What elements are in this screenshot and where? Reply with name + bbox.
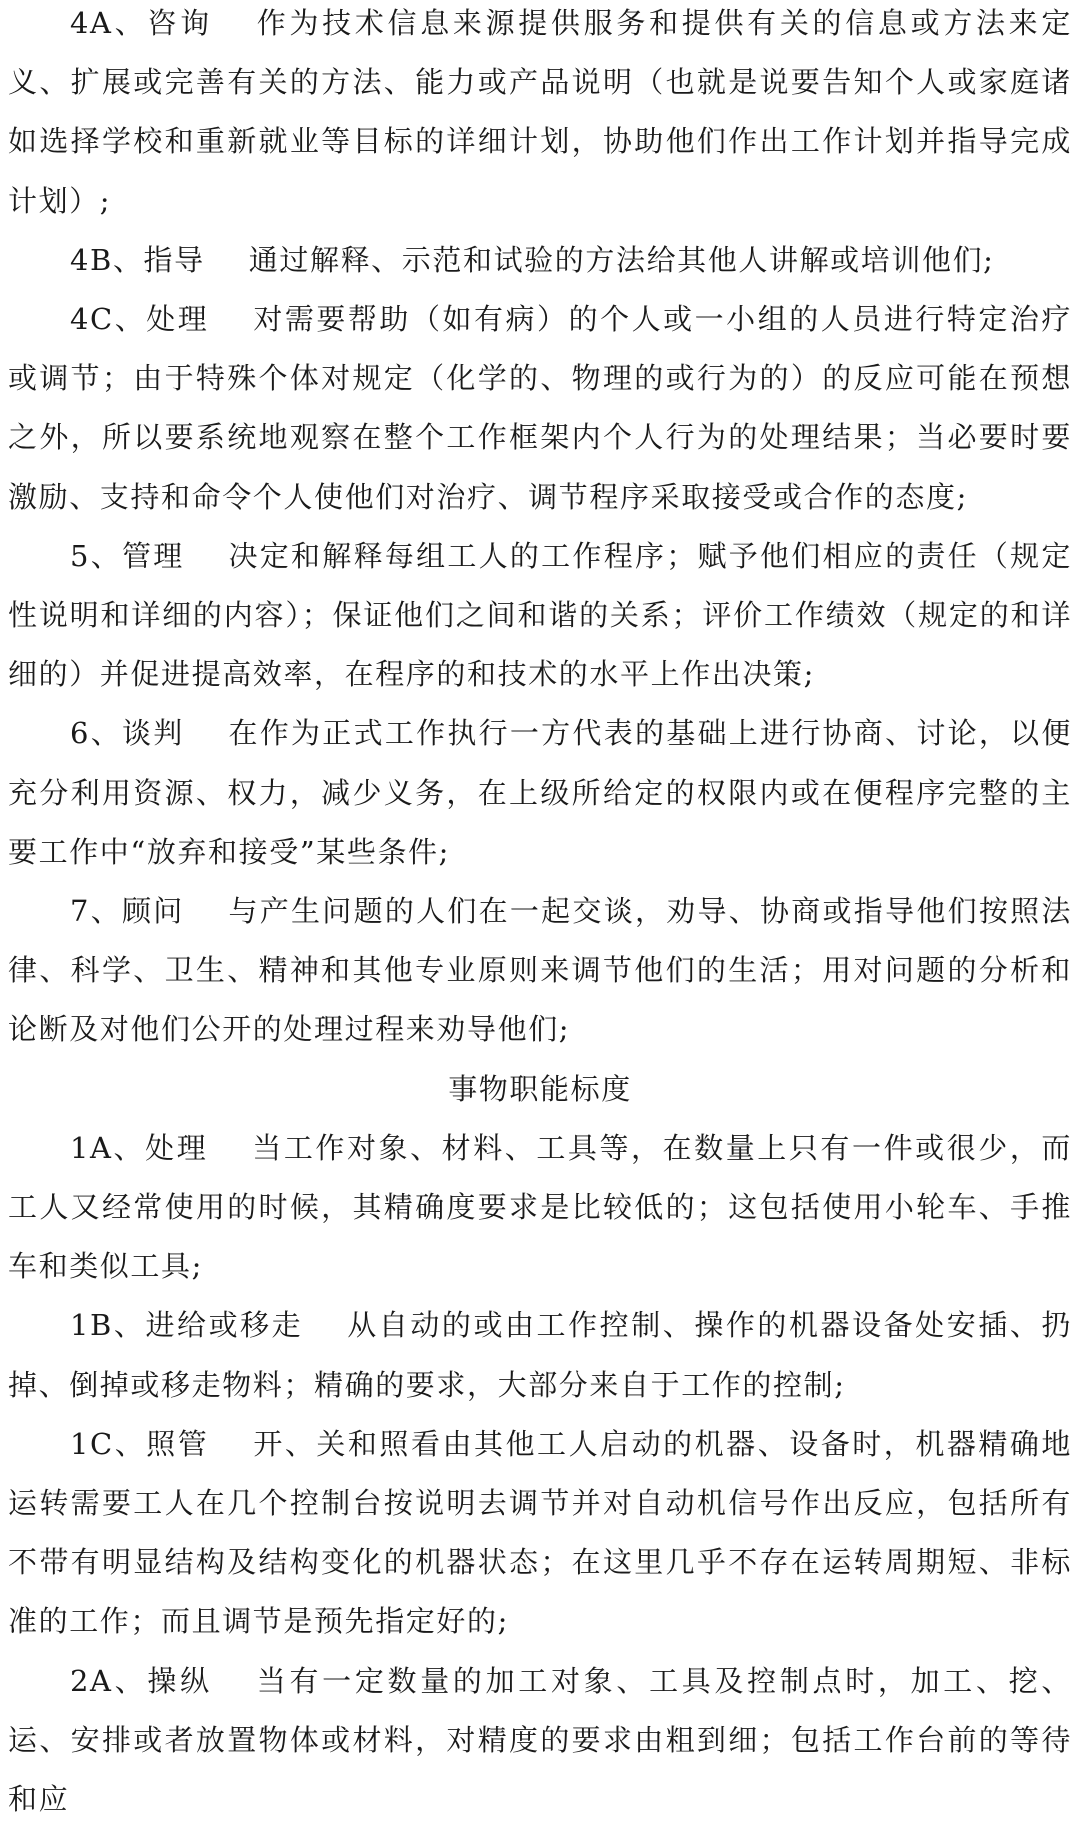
term-label: 1C、照管: [70, 1426, 210, 1461]
paragraph-1c: [8, 1415, 1072, 1652]
paragraph-text: 在作为正式工作执行一方代表的基础上进行协商、讨论，以便充分利用资源、权力，减少义务，在上级所给定的权限内或在便程序完整的主要工作中“放弃和接受”某些条件;: [8, 716, 1072, 869]
paragraph-text: 当有一定数量的加工对象、工具及控制点时，加工、挖、运、安排或者放置物体或材料，对精度的要求由粗到细；包括工作台前的等待和应: [8, 1663, 1072, 1817]
paragraph-4c: [8, 290, 1072, 527]
term-label: 4A、咨询: [70, 6, 213, 40]
paragraph-text: 对需要帮助（如有病）的个人或一小组的人员进行特定治疗或调节；由于特殊个体对规定（化学的、物理的或行为的）的反应可能在预想之外，所以要系统地观察在整个工作框架内个人行为的处理结果；当必要时要激励、支持和命令个人使他们对治疗、调节程序采取接受或合作的态度;: [8, 302, 1073, 514]
paragraph-text: 开、关和照看由其他工人启动的机器、设备时，机器精确地运转需要工人在几个控制台按说明去调节并对自动机信号作出反应，包括所有不带有明显结构及结构变化的机器状态；在这里几乎不存在运转周期短、非标准的工作；而且调节是预先指定好的;: [8, 1426, 1073, 1639]
paragraph-text: 作为技术信息来源提供服务和提供有关的信息或方法来定义、扩展或完善有关的方法、能力或产品说明（也就是说要告知个人或家庭诸如选择学校和重新就业等目标的详细计划，协助他们作出工作计划并指导完成计划）;: [8, 6, 1072, 218]
paragraph-text: 通过解释、示范和试验的方法给其他人讲解或培训他们;: [248, 242, 995, 277]
paragraph-4a: [8, 0, 1072, 231]
term-label: 1A、处理: [70, 1130, 209, 1165]
paragraph-1b: [8, 1296, 1072, 1414]
section-heading: 事物职能标度: [448, 1071, 632, 1106]
term-label: 2A、操纵: [70, 1663, 213, 1698]
paragraph-text: 决定和解释每组工人的工作程序；赋予他们相应的责任（规定性说明和详细的内容）；保证他们之间和谐的关系；评价工作绩效（规定的和详细的）并促进提高效率，在程序的和技术的水平上作出决策;: [8, 538, 1072, 692]
paragraph-text: 当工作对象、材料、工具等，在数量上只有一件或很少，而工人又经常使用的时候，其精确度要求是比较低的；这包括使用小轮车、手推车和类似工具;: [8, 1130, 1072, 1284]
paragraph-text: 从自动的或由工作控制、操作的机器设备处安插、扔掉、倒掉或移走物料；精确的要求，大部分来自于工作的控制;: [8, 1308, 1072, 1402]
term-label: 7、顾问: [70, 894, 185, 929]
paragraph-4b: [8, 231, 1072, 290]
paragraph-1a: [8, 1119, 1072, 1297]
paragraph-text: 与产生问题的人们在一起交谈，劝导、协商或指导他们按照法律、科学、卫生、精神和其他专业原则来调节他们的生活；用对问题的分析和论断及对他们公开的处理过程来劝导他们;: [8, 894, 1072, 1047]
paragraph-7: [8, 882, 1072, 1060]
paragraph-2a: [8, 1652, 1072, 1829]
term-label: 6、谈判: [70, 716, 185, 751]
term-label: 4C、处理: [70, 302, 210, 337]
term-label: 5、管理: [70, 538, 185, 573]
term-label: 1B、进给或移走: [70, 1308, 304, 1343]
document-page: [8, 0, 1073, 1817]
paragraph-5: [8, 527, 1072, 705]
term-label: 4B、指导: [70, 242, 205, 277]
paragraph-6: [8, 704, 1072, 882]
